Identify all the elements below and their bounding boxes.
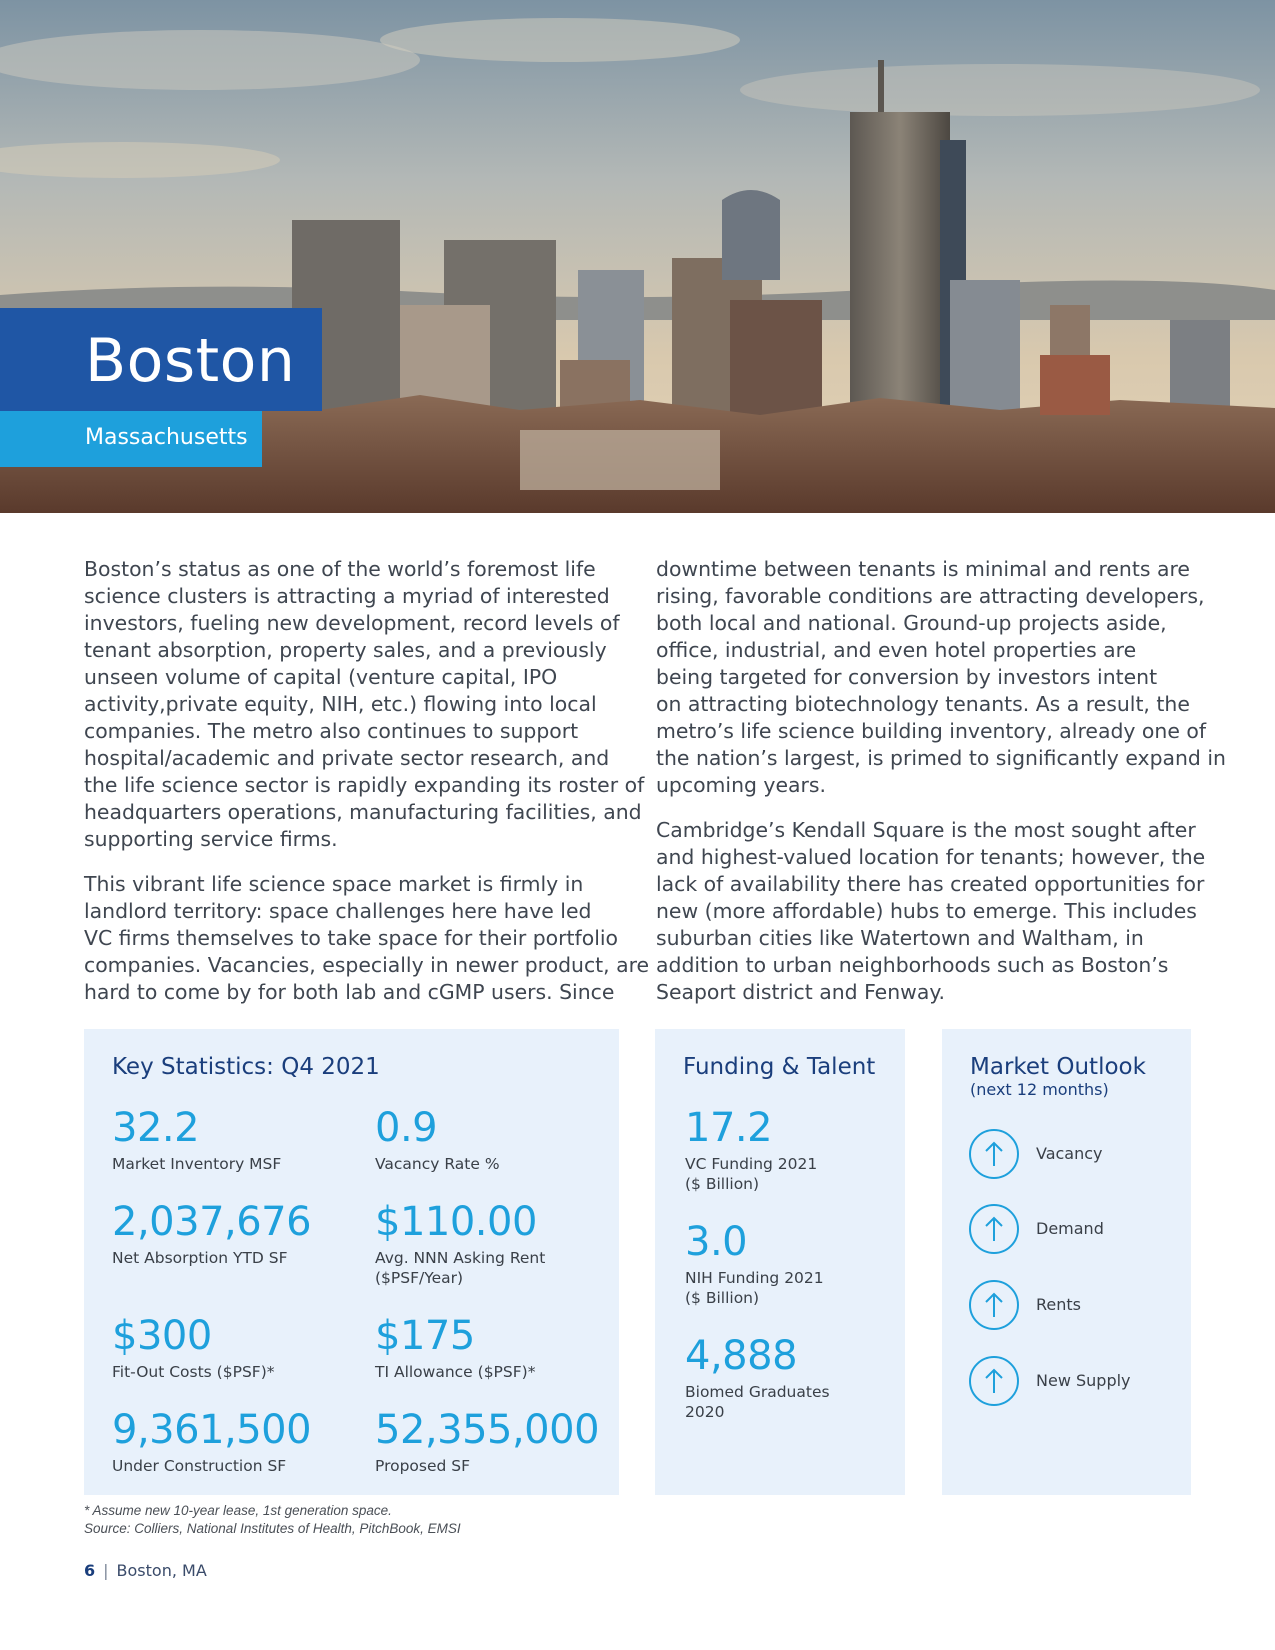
text-line: companies. Vacancies, especially in newer product, are [84, 953, 650, 977]
text-line: office, industrial, and even hotel properties are [656, 638, 1137, 662]
funding-talent-panel [655, 1029, 905, 1495]
stat-value: 3.0 [685, 1219, 748, 1265]
arrow-up-icon [969, 1280, 1019, 1330]
stat-label: Proposed SF [375, 1457, 471, 1475]
stat-label: Vacancy Rate % [375, 1155, 500, 1173]
panel-title: Key Statistics: Q4 2021 [112, 1054, 380, 1080]
stat-label: Under Construction SF [112, 1457, 287, 1475]
stat-value: 9,361,500 [112, 1407, 312, 1453]
text-line: supporting service firms. [84, 827, 338, 851]
text-line: downtime between tenants is minimal and rents are [656, 557, 1190, 581]
footnotes [84, 1502, 461, 1538]
stat-value: $175 [375, 1313, 475, 1359]
stat-value: 0.9 [375, 1105, 438, 1151]
body-column-left [84, 556, 650, 1024]
text-line: lack of availability there has created opportunities for [656, 872, 1205, 896]
paragraph [84, 556, 645, 853]
stat-label: Net Absorption YTD SF [112, 1249, 288, 1267]
arrow-up-icon [969, 1204, 1019, 1254]
text-line: metro’s life science building inventory, already one of [656, 719, 1207, 743]
text-line: VC firms themselves to take space for their portfolio [84, 926, 618, 950]
stat-value: $110.00 [375, 1199, 537, 1245]
outlook-label: Vacancy [1036, 1144, 1103, 1163]
text-line: hospital/academic and private sector research, and [84, 746, 610, 770]
text-line: being targeted for conversion by investors intent [656, 665, 1158, 689]
text-line: This vibrant life science space market is firmly in [84, 872, 584, 896]
text-line: addition to urban neighborhoods such as Boston’s [656, 953, 1169, 977]
text-line: activity,private equity, NIH, etc.) flowing into local [84, 692, 597, 716]
market-outlook-panel [942, 1029, 1191, 1495]
state-label-block [0, 411, 262, 467]
body-column-right [656, 556, 1226, 1024]
stat-ti-allowance [375, 1314, 535, 1382]
stat-label: TI Allowance ($PSF)* [375, 1363, 536, 1381]
stat-under-construction [112, 1408, 311, 1476]
stat-vc-funding [685, 1106, 817, 1194]
outlook-new-supply [969, 1356, 1169, 1408]
key-statistics-panel [84, 1029, 619, 1495]
text-line: both local and national. Ground-up projects aside, [656, 611, 1167, 635]
stat-label: Market Inventory MSF [112, 1155, 282, 1173]
text-line: on attracting biotechnology tenants. As a result, the [656, 692, 1190, 716]
panel-subtitle: (next 12 months) [970, 1080, 1109, 1099]
stat-value: 2,037,676 [112, 1199, 312, 1245]
text-line: tenant absorption, property sales, and a previously [84, 638, 607, 662]
page-number: 6 [84, 1561, 96, 1580]
footnote-assumption: * Assume new 10-year lease, 1st generation space. [84, 1503, 392, 1518]
text-line: Cambridge’s Kendall Square is the most sought after [656, 818, 1196, 842]
paragraph [656, 817, 1206, 1006]
state-subtitle: Massachusetts [85, 425, 248, 450]
stat-value: 32.2 [112, 1105, 200, 1151]
stat-nih-funding [685, 1220, 824, 1308]
page-footer [84, 1561, 207, 1580]
stat-label: VC Funding 2021 [685, 1155, 818, 1173]
stat-fit-out-costs [112, 1314, 275, 1382]
arrow-up-icon [969, 1129, 1019, 1179]
stat-label: ($PSF/Year) [375, 1269, 464, 1287]
stat-value: 17.2 [685, 1105, 773, 1151]
panel-title: Funding & Talent [683, 1054, 876, 1080]
text-line: the life science sector is rapidly expanding its roster of [84, 773, 645, 797]
text-line: unseen volume of capital (venture capital, IPO [84, 665, 558, 689]
stat-vacancy-rate [375, 1106, 500, 1174]
outlook-demand [969, 1204, 1169, 1256]
outlook-rents [969, 1280, 1169, 1332]
stat-proposed [375, 1408, 599, 1476]
stat-asking-rent [375, 1200, 545, 1288]
text-line: Seaport district and Fenway. [656, 980, 945, 1004]
text-line: Boston’s status as one of the world’s foremost life [84, 557, 596, 581]
stat-biomed-graduates [685, 1334, 830, 1422]
text-line: landlord territory: space challenges here have led [84, 899, 592, 923]
text-line: the nation’s largest, is primed to significantly expand in [656, 746, 1226, 770]
stat-label: ($ Billion) [685, 1175, 760, 1193]
text-line: and highest-valued location for tenants; however, the [656, 845, 1206, 869]
outlook-label: Demand [1036, 1219, 1104, 1238]
outlook-vacancy [969, 1129, 1169, 1181]
stat-label: ($ Billion) [685, 1289, 760, 1307]
footer-separator: | [103, 1561, 109, 1580]
footnote-source: Source: Colliers, National Institutes of Health, PitchBook, EMSI [84, 1521, 461, 1536]
text-line: hard to come by for both lab and cGMP users. Since [84, 980, 615, 1004]
text-line: investors, fueling new development, record levels of [84, 611, 620, 635]
stat-market-inventory [112, 1106, 281, 1174]
stat-label: NIH Funding 2021 [685, 1269, 824, 1287]
stat-net-absorption [112, 1200, 311, 1268]
text-line: suburban cities like Watertown and Waltham, in [656, 926, 1144, 950]
outlook-label: New Supply [1036, 1371, 1131, 1390]
stat-label: Biomed Graduates [685, 1383, 830, 1401]
paragraph [84, 871, 650, 1006]
stat-label: 2020 [685, 1403, 725, 1421]
arrow-up-icon [969, 1356, 1019, 1406]
footer-location: Boston, MA [116, 1561, 207, 1580]
panel-title: Market Outlook [970, 1054, 1146, 1080]
text-line: companies. The metro also continues to support [84, 719, 579, 743]
paragraph [656, 556, 1226, 799]
text-line: upcoming years. [656, 773, 827, 797]
stat-label: Avg. NNN Asking Rent [375, 1249, 546, 1267]
page-title: Boston [85, 326, 296, 396]
stat-value: 4,888 [685, 1333, 798, 1379]
text-line: new (more affordable) hubs to emerge. This includes [656, 899, 1197, 923]
text-line: science clusters is attracting a myriad of interested [84, 584, 610, 608]
text-line: headquarters operations, manufacturing facilities, and [84, 800, 642, 824]
text-line: rising, favorable conditions are attracting developers, [656, 584, 1205, 608]
city-title-block [0, 308, 322, 411]
outlook-label: Rents [1036, 1295, 1081, 1314]
stat-value: $300 [112, 1313, 212, 1359]
stat-value: 52,355,000 [375, 1407, 600, 1453]
stat-label: Fit-Out Costs ($PSF)* [112, 1363, 275, 1381]
